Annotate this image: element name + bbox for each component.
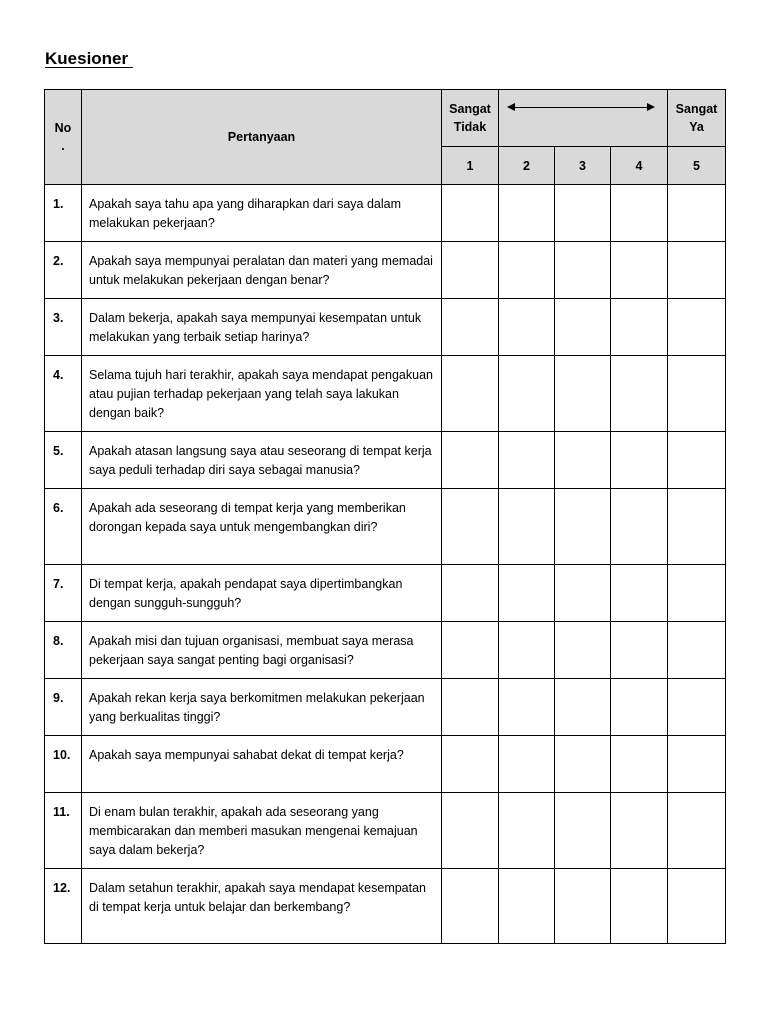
question-text: Dalam setahun terakhir, apakah saya mendapat kesempatan di tempat kerja untuk belajar dan berkembang? xyxy=(82,869,442,944)
answer-cell-3[interactable] xyxy=(555,432,611,489)
answer-cell-5[interactable] xyxy=(668,622,726,679)
scale-3: 3 xyxy=(555,147,611,185)
answer-cell-2[interactable] xyxy=(499,679,555,736)
answer-cell-4[interactable] xyxy=(611,185,668,242)
answer-cell-5[interactable] xyxy=(668,299,726,356)
header-no-label: No xyxy=(54,121,72,135)
question-text: Apakah atasan langsung saya atau seseorang di tempat kerja saya peduli terhadap diri saya sebagai manusia? xyxy=(82,432,442,489)
answer-cell-4[interactable] xyxy=(611,736,668,793)
answer-cell-2[interactable] xyxy=(499,185,555,242)
answer-cell-2[interactable] xyxy=(499,793,555,869)
answer-cell-5[interactable] xyxy=(668,242,726,299)
answer-cell-3[interactable] xyxy=(555,299,611,356)
answer-cell-3[interactable] xyxy=(555,565,611,622)
answer-cell-3[interactable] xyxy=(555,242,611,299)
answer-cell-4[interactable] xyxy=(611,242,668,299)
answer-cell-4[interactable] xyxy=(611,356,668,432)
question-number: 12. xyxy=(45,869,82,944)
scale-1: 1 xyxy=(442,147,499,185)
table-row xyxy=(45,622,726,679)
question-number: 1. xyxy=(45,185,82,242)
answer-cell-2[interactable] xyxy=(499,432,555,489)
table-row xyxy=(45,489,726,565)
question-text: Di tempat kerja, apakah pendapat saya dipertimbangkan dengan sungguh-sungguh? xyxy=(82,565,442,622)
question-number: 4. xyxy=(45,356,82,432)
answer-cell-1[interactable] xyxy=(442,356,499,432)
question-text: Dalam bekerja, apakah saya mempunyai kesempatan untuk melakukan yang terbaik setiap harinya? xyxy=(82,299,442,356)
answer-cell-5[interactable] xyxy=(668,793,726,869)
table-row xyxy=(45,242,726,299)
answer-cell-2[interactable] xyxy=(499,622,555,679)
question-number: 6. xyxy=(45,489,82,565)
questionnaire-table xyxy=(44,89,726,944)
answer-cell-2[interactable] xyxy=(499,356,555,432)
answer-cell-2[interactable] xyxy=(499,736,555,793)
answer-cell-5[interactable] xyxy=(668,736,726,793)
header-question: Pertanyaan xyxy=(82,90,442,185)
answer-cell-2[interactable] xyxy=(499,489,555,565)
answer-cell-4[interactable] xyxy=(611,679,668,736)
answer-cell-1[interactable] xyxy=(442,242,499,299)
answer-cell-2[interactable] xyxy=(499,242,555,299)
question-text: Apakah saya tahu apa yang diharapkan dari saya dalam melakukan pekerjaan? xyxy=(82,185,442,242)
answer-cell-3[interactable] xyxy=(555,185,611,242)
answer-cell-1[interactable] xyxy=(442,185,499,242)
answer-cell-3[interactable] xyxy=(555,489,611,565)
question-number: 10. xyxy=(45,736,82,793)
answer-cell-1[interactable] xyxy=(442,736,499,793)
question-text: Apakah misi dan tujuan organisasi, membuat saya merasa pekerjaan saya sangat penting bagi organisasi? xyxy=(82,622,442,679)
question-number: 3. xyxy=(45,299,82,356)
table-row xyxy=(45,356,726,432)
table-row xyxy=(45,432,726,489)
answer-cell-4[interactable] xyxy=(611,565,668,622)
answer-cell-4[interactable] xyxy=(611,489,668,565)
answer-cell-4[interactable] xyxy=(611,869,668,944)
table-row xyxy=(45,736,726,793)
scale-5: 5 xyxy=(668,147,726,185)
question-text: Apakah rekan kerja saya berkomitmen melakukan pekerjaan yang berkualitas tinggi? xyxy=(82,679,442,736)
header-high-label xyxy=(668,90,726,147)
header-no xyxy=(45,90,82,185)
header-no-dot: . xyxy=(61,139,65,153)
answer-cell-1[interactable] xyxy=(442,679,499,736)
answer-cell-1[interactable] xyxy=(442,489,499,565)
answer-cell-3[interactable] xyxy=(555,793,611,869)
header-high-label-line2: Ya xyxy=(689,120,704,134)
header-low-label-line2: Tidak xyxy=(453,120,487,134)
question-text: Apakah ada seseorang di tempat kerja yang memberikan dorongan kepada saya untuk mengembangkan diri? xyxy=(82,489,442,565)
table-row xyxy=(45,869,726,944)
question-number: 7. xyxy=(45,565,82,622)
answer-cell-3[interactable] xyxy=(555,356,611,432)
answer-cell-5[interactable] xyxy=(668,356,726,432)
question-text: Selama tujuh hari terakhir, apakah saya mendapat pengakuan atau pujian terhadap pekerjaan yang telah saya lakukan dengan baik? xyxy=(82,356,442,432)
question-number: 8. xyxy=(45,622,82,679)
answer-cell-4[interactable] xyxy=(611,299,668,356)
answer-cell-3[interactable] xyxy=(555,736,611,793)
question-number: 11. xyxy=(45,793,82,869)
question-text: Di enam bulan terakhir, apakah ada seseorang yang membicarakan dan memberi masukan mengenai kemajuan saya dalam bekerja? xyxy=(82,793,442,869)
answer-cell-4[interactable] xyxy=(611,793,668,869)
answer-cell-5[interactable] xyxy=(668,432,726,489)
question-text: Apakah saya mempunyai peralatan dan materi yang memadai untuk melakukan pekerjaan dengan benar? xyxy=(82,242,442,299)
question-number: 9. xyxy=(45,679,82,736)
answer-cell-1[interactable] xyxy=(442,793,499,869)
table-row xyxy=(45,299,726,356)
answer-cell-2[interactable] xyxy=(499,869,555,944)
answer-cell-3[interactable] xyxy=(555,622,611,679)
header-low-label xyxy=(442,90,499,147)
header-low-label-line1: Sangat xyxy=(449,102,491,116)
header-high-label-line1: Sangat xyxy=(675,102,718,116)
answer-cell-5[interactable] xyxy=(668,869,726,944)
table-row xyxy=(45,793,726,869)
question-number: 2. xyxy=(45,242,82,299)
answer-cell-3[interactable] xyxy=(555,679,611,736)
answer-cell-1[interactable] xyxy=(442,565,499,622)
table-row xyxy=(45,565,726,622)
answer-cell-3[interactable] xyxy=(555,869,611,944)
answer-cell-5[interactable] xyxy=(668,489,726,565)
page-title: Kuesioner xyxy=(45,49,133,68)
answer-cell-2[interactable] xyxy=(499,565,555,622)
answer-cell-1[interactable] xyxy=(442,432,499,489)
scale-4: 4 xyxy=(611,147,668,185)
header-scale-arrow xyxy=(499,90,668,147)
question-number: 5. xyxy=(45,432,82,489)
answer-cell-4[interactable] xyxy=(611,432,668,489)
double-arrow-icon xyxy=(509,107,653,108)
answer-cell-5[interactable] xyxy=(668,565,726,622)
answer-cell-1[interactable] xyxy=(442,622,499,679)
answer-cell-5[interactable] xyxy=(668,679,726,736)
answer-cell-4[interactable] xyxy=(611,622,668,679)
question-text: Apakah saya mempunyai sahabat dekat di tempat kerja? xyxy=(82,736,442,793)
answer-cell-1[interactable] xyxy=(442,869,499,944)
answer-cell-5[interactable] xyxy=(668,185,726,242)
table-row xyxy=(45,679,726,736)
answer-cell-2[interactable] xyxy=(499,299,555,356)
answer-cell-1[interactable] xyxy=(442,299,499,356)
table-row xyxy=(45,185,726,242)
scale-2: 2 xyxy=(499,147,555,185)
